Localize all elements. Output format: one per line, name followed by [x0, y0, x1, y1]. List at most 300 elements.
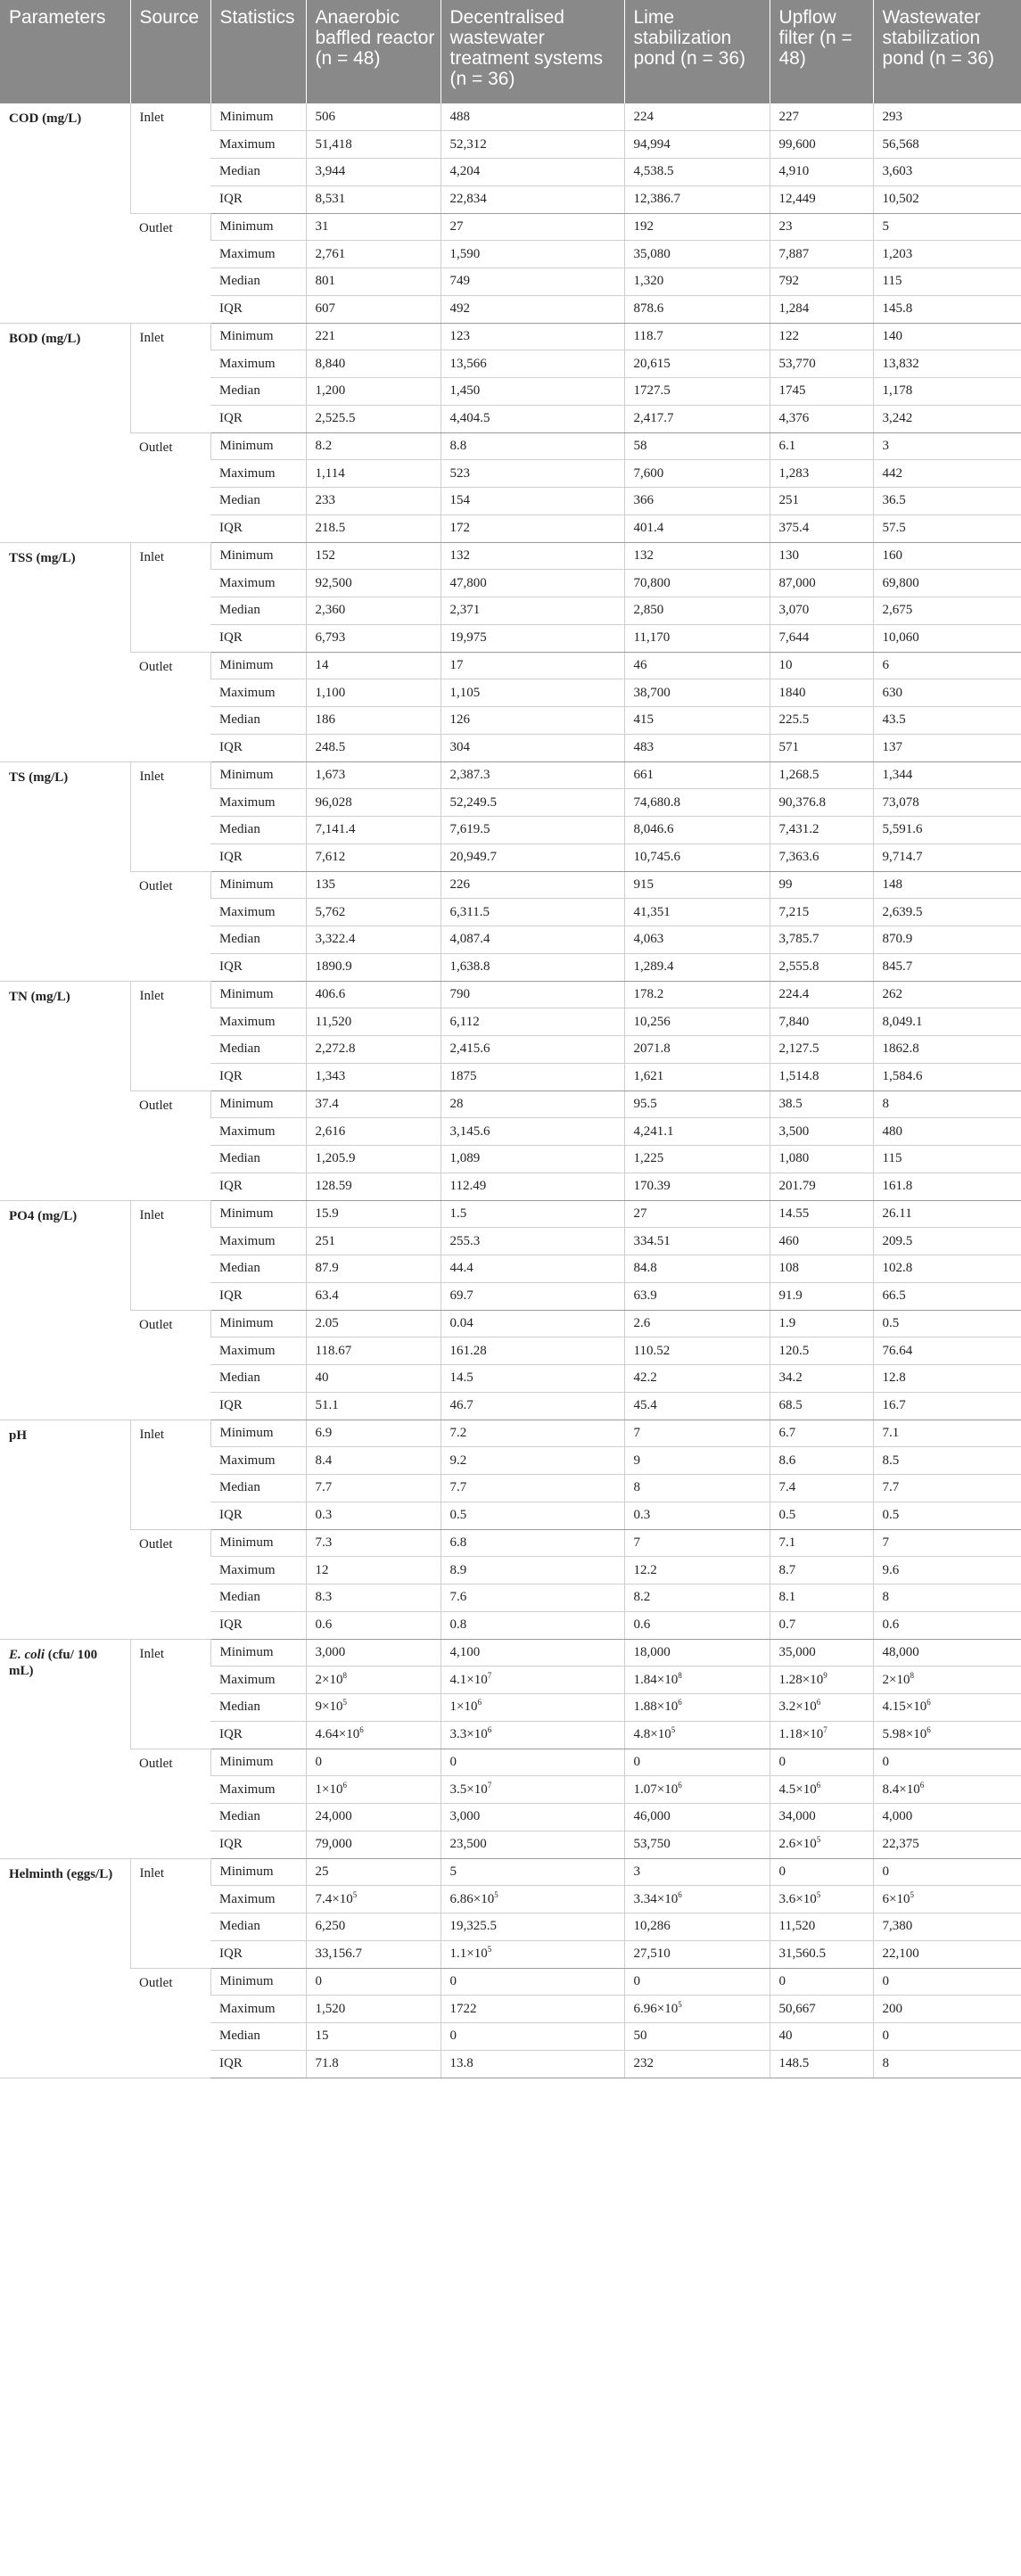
value-cell: 1,268.5 — [770, 761, 873, 789]
value-cell: 661 — [624, 761, 770, 789]
value-cell: 878.6 — [624, 295, 770, 323]
value-cell: 126 — [441, 707, 624, 735]
value-cell: 304 — [441, 734, 624, 761]
value-cell: 571 — [770, 734, 873, 761]
statistic-label: Median — [210, 1365, 306, 1393]
statistic-label: IQR — [210, 2050, 306, 2078]
value-cell: 0.04 — [441, 1310, 624, 1337]
statistic-label: Minimum — [210, 1090, 306, 1118]
value-cell: 233 — [306, 488, 441, 515]
statistic-label: Minimum — [210, 1200, 306, 1228]
value-cell: 41,351 — [624, 899, 770, 926]
value-cell: $4.5\times 10^6$ — [770, 1776, 873, 1804]
value-cell: 255.3 — [441, 1228, 624, 1255]
value-cell: 172 — [441, 514, 624, 542]
header-statistics: Statistics — [210, 0, 306, 103]
value-cell: 122 — [770, 323, 873, 350]
value-cell: 115 — [873, 1146, 1021, 1173]
value-cell: $5.98\times 10^6$ — [873, 1721, 1021, 1749]
value-cell: 19,975 — [441, 624, 624, 652]
value-cell: 0 — [624, 1968, 770, 1996]
value-cell: 0 — [873, 1749, 1021, 1776]
source-label: Outlet — [130, 871, 210, 981]
value-cell: 20,949.7 — [441, 844, 624, 871]
parameter-name: TS (mg/L) — [0, 761, 130, 981]
value-cell: 74,680.8 — [624, 789, 770, 817]
value-cell: 46 — [624, 652, 770, 679]
statistic-label: Maximum — [210, 131, 306, 159]
value-cell: 6,793 — [306, 624, 441, 652]
value-cell: 915 — [624, 871, 770, 899]
value-cell: 3,500 — [770, 1118, 873, 1146]
value-cell: 0 — [441, 1749, 624, 1776]
source-label: Inlet — [130, 981, 210, 1090]
value-cell: 46,000 — [624, 1804, 770, 1831]
value-cell: 8.5 — [873, 1447, 1021, 1475]
value-cell: 2,387.3 — [441, 761, 624, 789]
table-row — [0, 871, 1021, 899]
value-cell: 148 — [873, 871, 1021, 899]
value-cell: 8.7 — [770, 1557, 873, 1584]
value-cell: 31,560.5 — [770, 1940, 873, 1968]
value-cell: 120.5 — [770, 1337, 873, 1365]
value-cell: 12.2 — [624, 1557, 770, 1584]
value-cell: 160 — [873, 542, 1021, 570]
value-cell: 506 — [306, 103, 441, 131]
statistic-label: Minimum — [210, 432, 306, 460]
value-cell: 63.9 — [624, 1282, 770, 1310]
statistic-label: Median — [210, 1913, 306, 1941]
table-row — [0, 1090, 1021, 1118]
value-cell: 99,600 — [770, 131, 873, 159]
value-cell: 15 — [306, 2023, 441, 2051]
value-cell: 0 — [624, 1749, 770, 1776]
parameter-name: BOD (mg/L) — [0, 323, 130, 542]
source-label: Inlet — [130, 1858, 210, 1968]
value-cell: 227 — [770, 103, 873, 131]
statistic-label: IQR — [210, 624, 306, 652]
value-cell: 43.5 — [873, 707, 1021, 735]
value-cell: 161.8 — [873, 1173, 1021, 1200]
value-cell: 483 — [624, 734, 770, 761]
table-row — [0, 652, 1021, 679]
statistic-label: IQR — [210, 1502, 306, 1529]
value-cell: 115 — [873, 268, 1021, 296]
value-cell: $3.6\times 10^5$ — [770, 1886, 873, 1913]
value-cell: 0 — [873, 1968, 1021, 1996]
statistic-label: Median — [210, 1036, 306, 1064]
statistic-label: IQR — [210, 1063, 306, 1090]
value-cell: 95.5 — [624, 1090, 770, 1118]
statistic-label: Median — [210, 597, 306, 625]
value-cell: 0 — [873, 1858, 1021, 1886]
value-cell: 442 — [873, 460, 1021, 488]
table-row — [0, 1639, 1021, 1667]
value-cell: 7.1 — [770, 1529, 873, 1557]
value-cell: 53,750 — [624, 1831, 770, 1858]
value-cell: $3.34\times 10^6$ — [624, 1886, 770, 1913]
value-cell: 224 — [624, 103, 770, 131]
source-label: Inlet — [130, 323, 210, 432]
value-cell: 221 — [306, 323, 441, 350]
table-row — [0, 1749, 1021, 1776]
value-cell: 5,591.6 — [873, 817, 1021, 844]
value-cell: 460 — [770, 1228, 873, 1255]
value-cell: 607 — [306, 295, 441, 323]
value-cell: 7.7 — [306, 1475, 441, 1502]
value-cell: $7.4\times 10^5$ — [306, 1886, 441, 1913]
statistic-label: IQR — [210, 1173, 306, 1200]
value-cell: 132 — [441, 542, 624, 570]
value-cell: 18,000 — [624, 1639, 770, 1667]
value-cell: 10 — [770, 652, 873, 679]
value-cell: 8,840 — [306, 350, 441, 378]
value-cell: $6\times 10^5$ — [873, 1886, 1021, 1913]
value-cell: 1.5 — [441, 1200, 624, 1228]
header-parameters: Parameters — [0, 0, 130, 103]
value-cell: 22,375 — [873, 1831, 1021, 1858]
value-cell: 90,376.8 — [770, 789, 873, 817]
value-cell: 57.5 — [873, 514, 1021, 542]
value-cell: 91.9 — [770, 1282, 873, 1310]
value-cell: 99 — [770, 871, 873, 899]
value-cell: 12 — [306, 1557, 441, 1584]
value-cell: 58 — [624, 432, 770, 460]
value-cell: 4,538.5 — [624, 159, 770, 186]
value-cell: $4.1\times 10^7$ — [441, 1667, 624, 1694]
value-cell: 22,100 — [873, 1940, 1021, 1968]
value-cell: 488 — [441, 103, 624, 131]
value-cell: 123 — [441, 323, 624, 350]
value-cell: 2,272.8 — [306, 1036, 441, 1064]
value-cell: $4.8\times 10^5$ — [624, 1721, 770, 1749]
value-cell: 8.3 — [306, 1584, 441, 1612]
value-cell: 7 — [873, 1529, 1021, 1557]
value-cell: 3,322.4 — [306, 926, 441, 954]
statistic-label: IQR — [210, 734, 306, 761]
value-cell: 3,000 — [306, 1639, 441, 1667]
value-cell: 0.3 — [624, 1502, 770, 1529]
value-cell: 8.1 — [770, 1584, 873, 1612]
value-cell: 2,415.6 — [441, 1036, 624, 1064]
statistic-label: IQR — [210, 953, 306, 981]
value-cell: 27,510 — [624, 1940, 770, 1968]
statistic-label: Median — [210, 1146, 306, 1173]
value-cell: 224.4 — [770, 981, 873, 1008]
value-cell: 33,156.7 — [306, 1940, 441, 1968]
value-cell: 132 — [624, 542, 770, 570]
value-cell: 42.2 — [624, 1365, 770, 1393]
value-cell: 7,600 — [624, 460, 770, 488]
table-row — [0, 1968, 1021, 1996]
statistic-label: IQR — [210, 1831, 306, 1858]
statistic-label: Median — [210, 1255, 306, 1283]
value-cell: $1\times 10^6$ — [306, 1776, 441, 1804]
value-cell: 73,078 — [873, 789, 1021, 817]
value-cell: $1.88\times 10^6$ — [624, 1694, 770, 1722]
statistic-label: Median — [210, 1694, 306, 1722]
value-cell: 3 — [873, 432, 1021, 460]
value-cell: 225.5 — [770, 707, 873, 735]
value-cell: 1,289.4 — [624, 953, 770, 981]
header-lime-stabilization-pond: Lime stabilization pond (n = 36) — [624, 0, 770, 103]
value-cell: 7,619.5 — [441, 817, 624, 844]
statistic-label: Median — [210, 817, 306, 844]
value-cell: 118.67 — [306, 1337, 441, 1365]
value-cell: 69,800 — [873, 570, 1021, 597]
table-row — [0, 1858, 1021, 1886]
value-cell: 7,612 — [306, 844, 441, 871]
table-row — [0, 761, 1021, 789]
value-cell: 6,311.5 — [441, 899, 624, 926]
statistic-label: Median — [210, 1804, 306, 1831]
value-cell: 251 — [770, 488, 873, 515]
value-cell: 102.8 — [873, 1255, 1021, 1283]
value-cell: 152 — [306, 542, 441, 570]
value-cell: 1875 — [441, 1063, 624, 1090]
value-cell: 4,376 — [770, 405, 873, 432]
value-cell: 1,080 — [770, 1146, 873, 1173]
value-cell: 14.5 — [441, 1365, 624, 1393]
value-cell: 145.8 — [873, 295, 1021, 323]
value-cell: 14.55 — [770, 1200, 873, 1228]
value-cell: 19,325.5 — [441, 1913, 624, 1941]
value-cell: 8,046.6 — [624, 817, 770, 844]
value-cell: 130 — [770, 542, 873, 570]
value-cell: 87.9 — [306, 1255, 441, 1283]
value-cell: 366 — [624, 488, 770, 515]
statistic-label: Minimum — [210, 542, 306, 570]
value-cell: 200 — [873, 1996, 1021, 2023]
value-cell: 0 — [873, 2023, 1021, 2051]
value-cell: 84.8 — [624, 1255, 770, 1283]
value-cell: 1,105 — [441, 679, 624, 707]
value-cell: 7.1 — [873, 1420, 1021, 1447]
parameter-name: COD (mg/L) — [0, 103, 130, 323]
value-cell: 10,060 — [873, 624, 1021, 652]
value-cell: 1,203 — [873, 241, 1021, 268]
value-cell: 53,770 — [770, 350, 873, 378]
value-cell: 24,000 — [306, 1804, 441, 1831]
value-cell: 1,621 — [624, 1063, 770, 1090]
value-cell: 1840 — [770, 679, 873, 707]
value-cell: 7 — [624, 1529, 770, 1557]
value-cell: 76.64 — [873, 1337, 1021, 1365]
value-cell: 69.7 — [441, 1282, 624, 1310]
value-cell: 1,205.9 — [306, 1146, 441, 1173]
header-source: Source — [130, 0, 210, 103]
value-cell: $1.1\times 10^5$ — [441, 1940, 624, 1968]
value-cell: 36.5 — [873, 488, 1021, 515]
table-row — [0, 1200, 1021, 1228]
value-cell: $4.64\times 10^6$ — [306, 1721, 441, 1749]
value-cell: 8,531 — [306, 185, 441, 213]
value-cell: 178.2 — [624, 981, 770, 1008]
statistic-label: Minimum — [210, 1639, 306, 1667]
value-cell: 71.8 — [306, 2050, 441, 2078]
value-cell: 6,112 — [441, 1008, 624, 1036]
source-label: Outlet — [130, 652, 210, 761]
value-cell: 16.7 — [873, 1392, 1021, 1420]
statistic-label: Maximum — [210, 1776, 306, 1804]
value-cell: 110.52 — [624, 1337, 770, 1365]
value-cell: 46.7 — [441, 1392, 624, 1420]
value-cell: $6.86\times 10^5$ — [441, 1886, 624, 1913]
value-cell: 2,850 — [624, 597, 770, 625]
source-label: Outlet — [130, 1090, 210, 1200]
table-row — [0, 432, 1021, 460]
value-cell: 5,762 — [306, 899, 441, 926]
value-cell: 2,417.7 — [624, 405, 770, 432]
value-cell: 248.5 — [306, 734, 441, 761]
statistic-label: Minimum — [210, 1749, 306, 1776]
value-cell: 37.4 — [306, 1090, 441, 1118]
value-cell: 0.5 — [441, 1502, 624, 1529]
value-cell: 7 — [624, 1420, 770, 1447]
value-cell: 1,344 — [873, 761, 1021, 789]
value-cell: 1890.9 — [306, 953, 441, 981]
statistic-label: Maximum — [210, 241, 306, 268]
table-row — [0, 1310, 1021, 1337]
statistic-label: IQR — [210, 405, 306, 432]
value-cell: 7,363.6 — [770, 844, 873, 871]
statistic-label: IQR — [210, 185, 306, 213]
value-cell: 7,380 — [873, 1913, 1021, 1941]
statistic-label: Maximum — [210, 1886, 306, 1913]
value-cell: 790 — [441, 981, 624, 1008]
value-cell: 0.3 — [306, 1502, 441, 1529]
source-label: Inlet — [130, 1420, 210, 1529]
value-cell: 1,178 — [873, 378, 1021, 406]
value-cell: 0.6 — [624, 1611, 770, 1639]
statistic-label: Minimum — [210, 652, 306, 679]
header-row — [0, 0, 1021, 103]
value-cell: 12,449 — [770, 185, 873, 213]
value-cell: 4,910 — [770, 159, 873, 186]
value-cell: 262 — [873, 981, 1021, 1008]
statistic-label: Median — [210, 1475, 306, 1502]
value-cell: 4,000 — [873, 1804, 1021, 1831]
value-cell: 148.5 — [770, 2050, 873, 2078]
value-cell: $1.07\times 10^6$ — [624, 1776, 770, 1804]
statistic-label: Minimum — [210, 103, 306, 131]
parameter-name: TSS (mg/L) — [0, 542, 130, 761]
value-cell: $4.15\times 10^6$ — [873, 1694, 1021, 1722]
statistic-label: Minimum — [210, 1310, 306, 1337]
value-cell: 13,832 — [873, 350, 1021, 378]
statistic-label: Maximum — [210, 1008, 306, 1036]
statistic-label: Maximum — [210, 1667, 306, 1694]
value-cell: 7,644 — [770, 624, 873, 652]
table-row — [0, 103, 1021, 131]
table-row — [0, 1420, 1021, 1447]
value-cell: 415 — [624, 707, 770, 735]
value-cell: 226 — [441, 871, 624, 899]
value-cell: 6 — [873, 652, 1021, 679]
value-cell: 9.2 — [441, 1447, 624, 1475]
value-cell: 201.79 — [770, 1173, 873, 1200]
value-cell: 0 — [441, 2023, 624, 2051]
value-cell: 0.5 — [770, 1502, 873, 1529]
parameter-name: pH — [0, 1420, 130, 1639]
value-cell: 38.5 — [770, 1090, 873, 1118]
parameter-name: E. coli (cfu/ 100 mL) — [0, 1639, 130, 1858]
value-cell: 9,714.7 — [873, 844, 1021, 871]
value-cell: 2071.8 — [624, 1036, 770, 1064]
value-cell: 26.11 — [873, 1200, 1021, 1228]
parameter-name: TN (mg/L) — [0, 981, 130, 1200]
value-cell: 10,286 — [624, 1913, 770, 1941]
value-cell: $2.6\times 10^5$ — [770, 1831, 873, 1858]
value-cell: 94,994 — [624, 131, 770, 159]
statistic-label: Minimum — [210, 1858, 306, 1886]
table-row — [0, 323, 1021, 350]
value-cell: $3.5\times 10^7$ — [441, 1776, 624, 1804]
value-cell: 0.6 — [306, 1611, 441, 1639]
value-cell: 135 — [306, 871, 441, 899]
value-cell: 630 — [873, 679, 1021, 707]
value-cell: 3 — [624, 1858, 770, 1886]
value-cell: 4,087.4 — [441, 926, 624, 954]
header-decentralised-wastewater-treatment: Decentralised wastewater treatment systems (n = 36) — [441, 0, 624, 103]
value-cell: 50,667 — [770, 1996, 873, 2023]
value-cell: 2,761 — [306, 241, 441, 268]
statistic-label: Median — [210, 926, 306, 954]
value-cell: 13,566 — [441, 350, 624, 378]
value-cell: 12.8 — [873, 1365, 1021, 1393]
value-cell: 52,249.5 — [441, 789, 624, 817]
table-body — [0, 103, 1021, 2078]
value-cell: 8.2 — [306, 432, 441, 460]
value-cell: 192 — [624, 213, 770, 241]
statistic-label: Maximum — [210, 1337, 306, 1365]
value-cell: 2,639.5 — [873, 899, 1021, 926]
value-cell: $6.96\times 10^5$ — [624, 1996, 770, 2023]
value-cell: 401.4 — [624, 514, 770, 542]
value-cell: 140 — [873, 323, 1021, 350]
value-cell: $3.3\times 10^6$ — [441, 1721, 624, 1749]
value-cell: 22,834 — [441, 185, 624, 213]
value-cell: 2,616 — [306, 1118, 441, 1146]
value-cell: 34.2 — [770, 1365, 873, 1393]
statistic-label: IQR — [210, 295, 306, 323]
value-cell: 6.1 — [770, 432, 873, 460]
value-cell: 35,080 — [624, 241, 770, 268]
value-cell: 51,418 — [306, 131, 441, 159]
statistic-label: Minimum — [210, 213, 306, 241]
value-cell: 3,000 — [441, 1804, 624, 1831]
value-cell: 40 — [306, 1365, 441, 1393]
value-cell: 1,200 — [306, 378, 441, 406]
value-cell: 20,615 — [624, 350, 770, 378]
value-cell: 293 — [873, 103, 1021, 131]
value-cell: 52,312 — [441, 131, 624, 159]
value-cell: 87,000 — [770, 570, 873, 597]
value-cell: 375.4 — [770, 514, 873, 542]
statistic-label: Median — [210, 2023, 306, 2051]
value-cell: 10,502 — [873, 185, 1021, 213]
value-cell: 870.9 — [873, 926, 1021, 954]
value-cell: 31 — [306, 213, 441, 241]
value-cell: 48,000 — [873, 1639, 1021, 1667]
value-cell: 66.5 — [873, 1282, 1021, 1310]
header-anaerobic-baffled-reactor: Anaerobic baffled reactor (n = 48) — [306, 0, 441, 103]
value-cell: 1,089 — [441, 1146, 624, 1173]
value-cell: 3,785.7 — [770, 926, 873, 954]
source-label: Inlet — [130, 1200, 210, 1310]
value-cell: 34,000 — [770, 1804, 873, 1831]
statistic-label: Maximum — [210, 679, 306, 707]
